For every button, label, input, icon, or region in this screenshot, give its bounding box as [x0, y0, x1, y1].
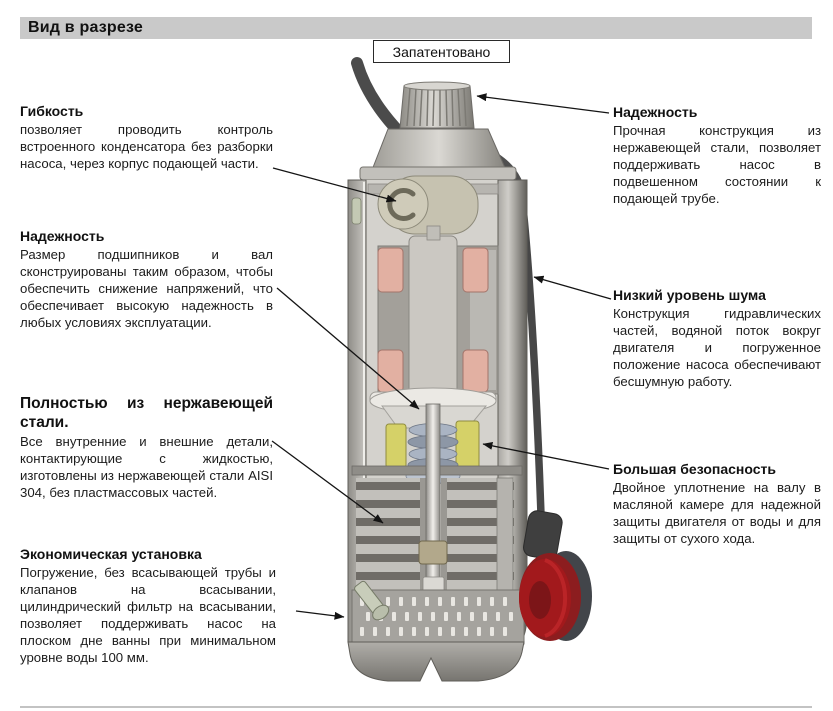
casing-bolt: [352, 198, 361, 224]
arrow-installation: [296, 611, 344, 617]
arrow-reliability-right: [477, 96, 609, 113]
annotation-body: Конструкция гидравлических частей, водяной поток вокруг двигателя и погруженное положение насоса обеспечивают бесшумную работу.: [613, 306, 821, 389]
arrow-noise: [534, 277, 611, 299]
annotation-body: Двойное уплотнение на валу в масляной камере для надежной защиты двигателя от воды и для защиты от сухого хода.: [613, 480, 821, 546]
annotation-body: Размер подшипников и вал сконструированы таким образом, чтобы обеспечить снижение напряжений, что обеспечивает высокую надежность в любых условиях эксплуатации.: [20, 247, 273, 330]
annotation-reliability-right: [613, 104, 821, 207]
patent-badge-label: Запатентовано: [392, 43, 491, 60]
annotation-noise: [613, 287, 821, 390]
annotation-safety: [613, 461, 821, 547]
float-connector: [522, 509, 563, 560]
motor-rotor: [409, 236, 457, 398]
page-title: Вид в разрезе: [28, 19, 144, 36]
discharge-thread: [400, 82, 474, 128]
capacitor: [378, 176, 478, 234]
pump-base-bowl: [348, 642, 524, 681]
annotation-heading: Низкий уровень шума: [613, 287, 766, 303]
annotation-heading: Экономическая установка: [20, 546, 202, 562]
annotation-stainless: [20, 394, 273, 501]
annotation-body: Прочная конструкция из нержавеющей стали, позволяет поддерживать насос в подвешенном состоянии к подающей трубе.: [613, 123, 821, 206]
float-switch: [519, 509, 592, 641]
annotation-reliability-left: [20, 228, 273, 331]
annotation-heading: Надежность: [613, 104, 698, 120]
footer-rule: [20, 706, 812, 708]
pump-top-cap: [360, 129, 516, 180]
annotation-heading: Полностью из нержавеющей стали.: [20, 395, 273, 431]
annotation-installation: [20, 546, 276, 666]
annotation-flexibility: [20, 103, 273, 172]
shaft-coupling: [419, 541, 447, 564]
annotation-heading: Гибкость: [20, 103, 84, 119]
annotation-heading: Надежность: [20, 228, 105, 244]
motor-stator: [378, 226, 498, 398]
annotation-body: позволяет проводить контроль встроенного конденсатора без разборки насоса, через корпус подающей части.: [20, 122, 273, 171]
annotation-body: Погружение, без всасывающей трубы и клапанов на всасывании, цилиндрический фильтр на всасывании, позволяет поддерживать насос на плоском дне ванны при минимальном уровне воды 100 мм.: [20, 565, 276, 665]
annotation-body: Все внутренние и внешние детали, контактирующие с жидкостью, изготовлены из нержавеющей стали AISI 304, без пластмассовых частей.: [20, 434, 273, 500]
annotation-heading: Большая безопасность: [613, 461, 776, 477]
